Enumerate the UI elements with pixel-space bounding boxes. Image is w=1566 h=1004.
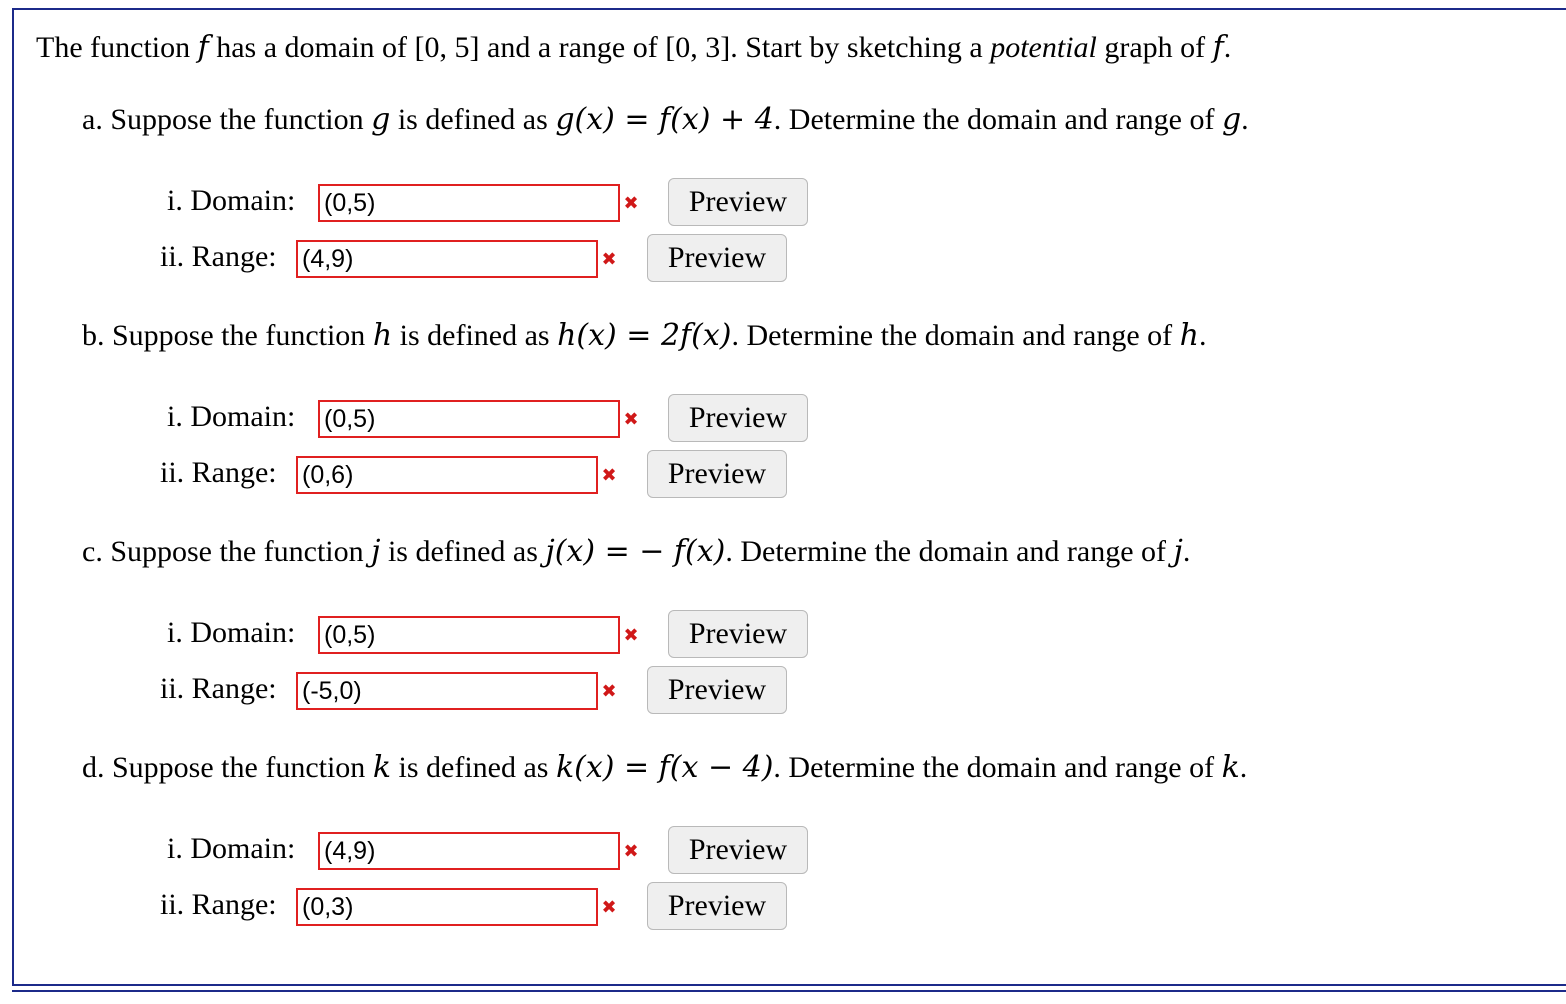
part-b-range-preview-button[interactable]: Preview [647,450,787,498]
part-d-domain-label: i. Domain: [167,832,296,865]
part-b-domain-label: i. Domain: [167,400,296,433]
part-a-question: a. Suppose the function g is defined as g(x) = f(x) + 4. Determine the domain and range of g. [82,102,1249,137]
part-c-domain-preview-button[interactable]: Preview [668,610,808,658]
part-c-domain-input[interactable] [318,616,620,654]
part-b-question: b. Suppose the function h is defined as h(x) = 2f(x). Determine the domain and range of h. [82,318,1207,353]
part-b-domain-preview-button[interactable]: Preview [668,394,808,442]
part-a-range-input[interactable] [296,240,598,278]
part-d-question: d. Suppose the function k is defined as k(x) = f(x − 4). Determine the domain and range of k. [82,750,1248,785]
part-b-range-input[interactable] [296,456,598,494]
part-c-range-preview-button[interactable]: Preview [647,666,787,714]
problem-statement: The function f has a domain of [0, 5] and a range of [0, 3]. Start by sketching a potential graph of f. [36,30,1232,65]
part-c-question: c. Suppose the function j is defined as j(x) = − f(x). Determine the domain and range of j. [82,534,1191,569]
part-a-range-preview-button[interactable]: Preview [647,234,787,282]
part-c-range-incorrect-icon: ✖ [601,681,617,702]
part-d-domain-preview-button[interactable]: Preview [668,826,808,874]
part-a-domain-label: i. Domain: [167,184,296,217]
part-a-range-incorrect-icon: ✖ [601,249,617,270]
part-b-range-label: ii. Range: [160,456,277,489]
part-a-range-label: ii. Range: [160,240,277,273]
part-b-domain-input[interactable] [318,400,620,438]
part-d-domain-incorrect-icon: ✖ [623,841,639,862]
part-c-domain-label: i. Domain: [167,616,296,649]
frame-divider [12,990,1566,992]
part-a-domain-preview-button[interactable]: Preview [668,178,808,226]
part-d-range-incorrect-icon: ✖ [601,897,617,918]
part-b-domain-incorrect-icon: ✖ [623,409,639,430]
part-a-domain-incorrect-icon: ✖ [623,193,639,214]
part-c-range-label: ii. Range: [160,672,277,705]
part-c-domain-incorrect-icon: ✖ [623,625,639,646]
part-b-range-incorrect-icon: ✖ [601,465,617,486]
part-c-range-input[interactable] [296,672,598,710]
part-d-domain-input[interactable] [318,832,620,870]
part-a-domain-input[interactable] [318,184,620,222]
part-d-range-preview-button[interactable]: Preview [647,882,787,930]
part-d-range-label: ii. Range: [160,888,277,921]
part-d-range-input[interactable] [296,888,598,926]
